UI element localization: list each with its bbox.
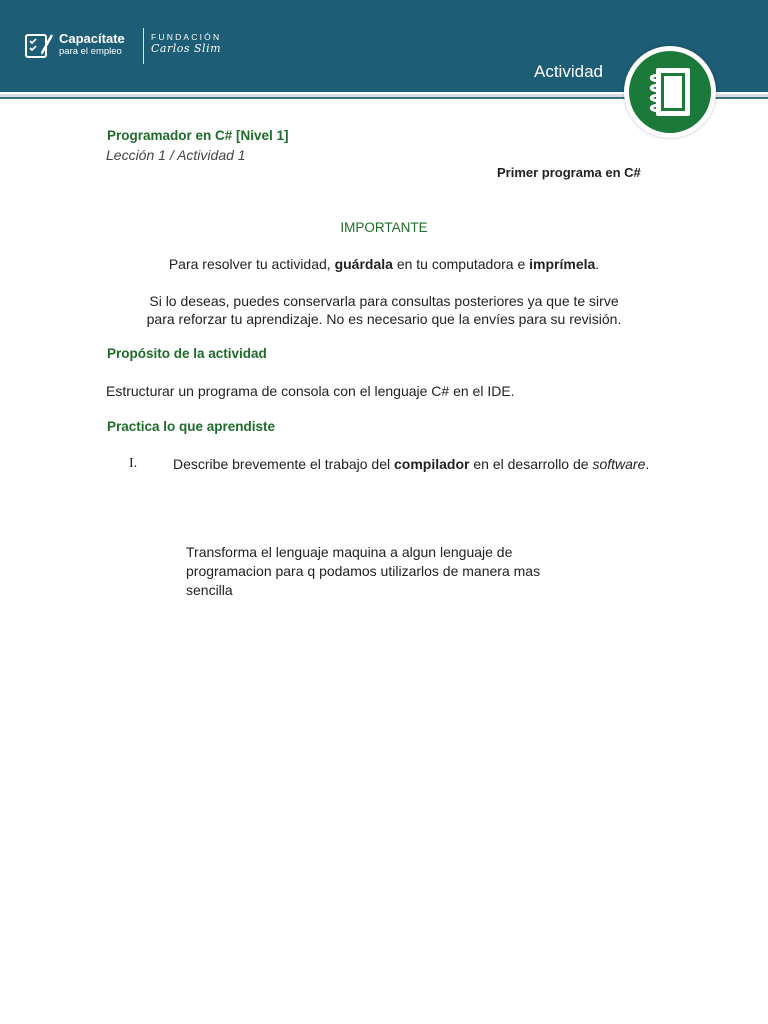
practice-heading: Practica lo que aprendiste — [107, 419, 276, 434]
answer-line-1: Transforma el lenguaje maquina a algun lenguaje de — [186, 544, 513, 560]
purpose-heading: Propósito de la actividad — [107, 346, 267, 361]
important-note — [107, 292, 661, 328]
question-text: Describe brevemente el trabajo del compilador en el desarrollo de software. — [173, 456, 650, 472]
course-title: Programador en C# [Nivel 1] — [107, 128, 289, 143]
answer-line-3: sencilla — [186, 582, 233, 598]
logo-subtitle: para el empleo — [59, 46, 122, 57]
note-line-1: Si lo deseas, puedes conservarla para consultas posteriores ya que te sirve — [149, 293, 619, 309]
logo-title: Capacítate — [59, 31, 125, 46]
purpose-text: Estructurar un programa de consola con el lenguaje C# en el IDE. — [106, 383, 515, 399]
note-line-2: para reforzar tu aprendizaje. No es necesario que la envíes para su revisión. — [146, 311, 622, 327]
answer-line-2: programacion para q podamos utilizarlos de manera mas — [186, 563, 541, 579]
activity-badge — [624, 46, 716, 138]
answer-text[interactable] — [186, 543, 586, 600]
important-heading: IMPORTANTE — [340, 220, 428, 235]
logo-wordmark — [59, 32, 125, 57]
lesson-label: Lección 1 / Actividad 1 — [106, 147, 246, 163]
notebook-icon — [644, 65, 696, 119]
foundation-name: Carlos Slim — [151, 42, 222, 55]
logo-divider — [143, 28, 144, 64]
question-number: I. — [129, 456, 138, 471]
program-name: Primer programa en C# — [497, 165, 641, 180]
section-label: Actividad — [534, 62, 603, 81]
foundation-logo — [151, 32, 221, 55]
foundation-label: FUNDACIÓN — [151, 32, 222, 42]
checklist-pen-icon — [24, 31, 54, 59]
important-instruction: Para resolver tu actividad, guárdala en tu computadora e imprímela. — [168, 256, 600, 272]
